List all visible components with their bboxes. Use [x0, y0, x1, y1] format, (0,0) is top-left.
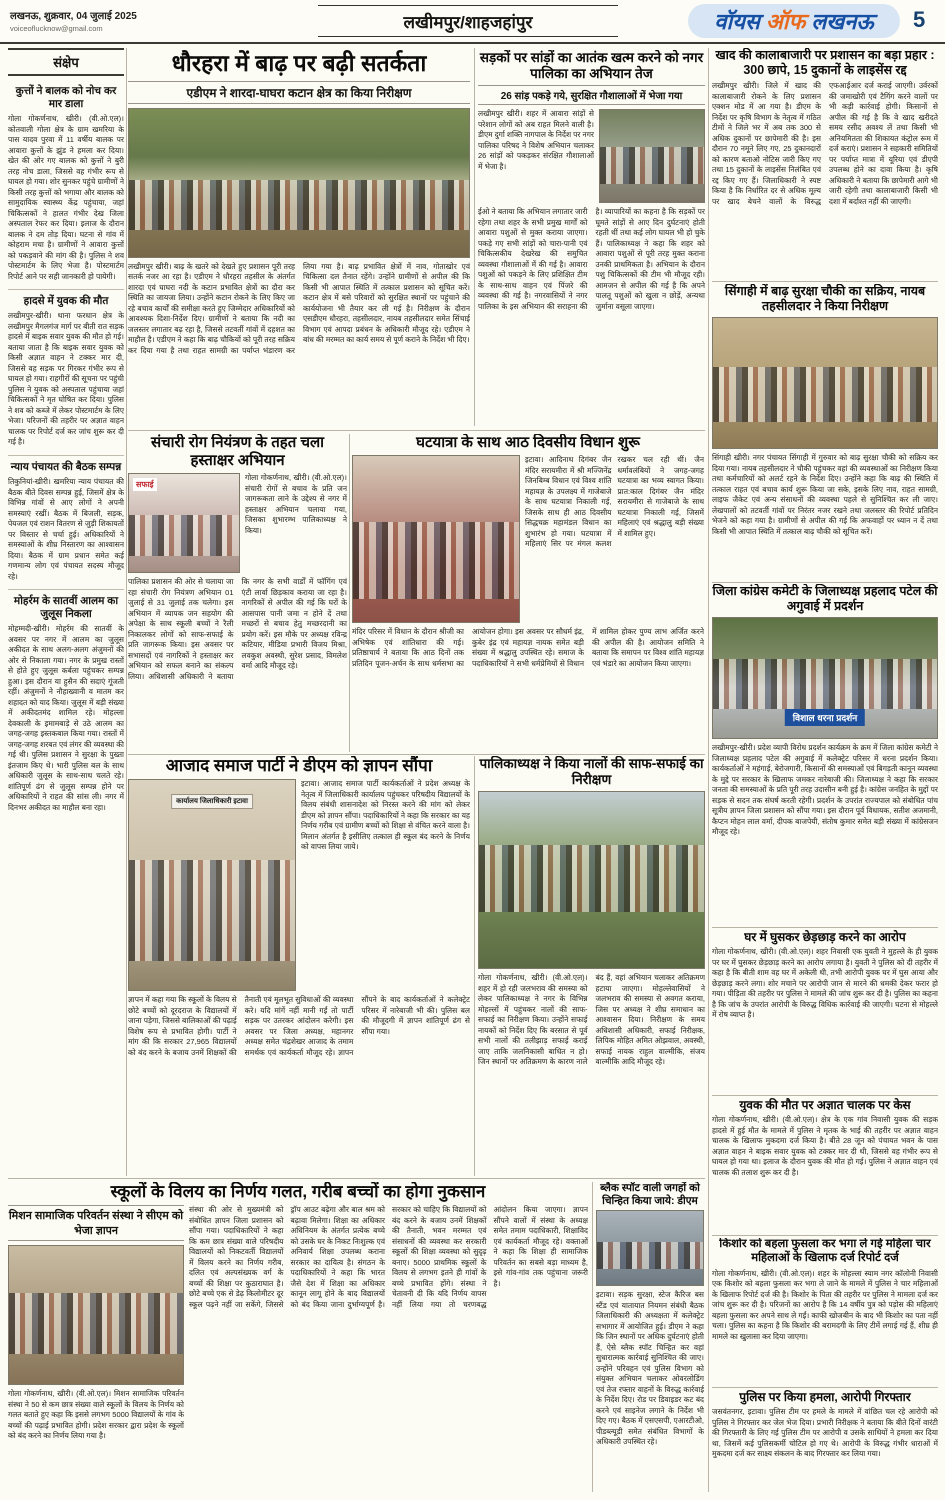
crowd-figures	[713, 659, 937, 709]
article-subhead: 26 सांड़ पकड़े गये, सुरक्षित गौशालाओं में भेजा गया	[478, 85, 705, 105]
brief-headline: हादसे में युवक की मौत	[23, 295, 109, 308]
article-youth-death-case	[712, 1098, 938, 1232]
article-body: जसवंतनगर, इटावा। पुलिस टीम पर हमले के मामले में वांछित चल रहे आरोपी को पुलिस ने गिरफ्तार कर जेल भेज दिया। प्रभारी निरीक्षक ने बताया कि बीते दिनों वारंटी की गिरफ्तारी के लिए गई पुलिस टीम पर आरोपी व उसके साथियों ने हमला कर दिया था, जिसमें कई पुलिसकर्मी चोटिल हो गए थे। आरोपी के विरुद्ध गंभीर धाराओं में मुकदमा दर्ज कर साक्ष्य संकलन के बाद गिरफ्तार कर लिया गया।	[712, 1407, 938, 1459]
brief-body: गोला गोकर्णनाथ, खीरी। (वी.ओ.एल)। कोतवाली गोला क्षेत्र के ग्राम खमरिया के पास यादव पुरवा में 11 वर्षीय बालक पर आवारा कुत्तों के झुंड ने हमला कर दिया। खेत की ओर गए बालक को कुत्तों ने बुरी तरह नोच डाला, जिससे वह गंभीर रूप से घायल हो गया। शोर सुनकर पहुंचे ग्रामीणों ने किसी तरह कुत्तों को भगाया और बालक को सामुदायिक स्वास्थ्य केंद्र पहुंचाया, जहां चिकित्सकों ने हालत गंभीर देख जिला अस्पताल रेफर कर दिया। इलाज के दौरान बालक ने दम तोड़ दिया। घटना से गांव में कोहराम मचा है। ग्रामीणों ने आवारा कुत्तों को पकड़वाने की मांग की है। पुलिस ने शव पोस्टमार्टम के लिए भेजा है। पोस्टमार्टम रिपोर्ट आने पर सही जानकारी हो पायेगी।	[8, 114, 124, 281]
article-congress-protest	[712, 584, 938, 924]
ghatyatra-procession-photo	[352, 455, 520, 623]
article-headline: पुलिस पर किया हमला, आरोपी गिरफ्तार	[739, 1390, 911, 1404]
article-headline: जिला कांग्रेस कमेटी के जिलाध्यक्ष प्रहलाद पटेल की अगुवाई में प्रदर्शन	[712, 584, 938, 613]
brief-body: मोहम्मदी-खीरी। मोहर्रम की सातवीं के अवसर पर नगर में आलम का जुलूस अकीदत के साथ अलग-अलग अंजुमनों की ओर से निकाला गया। नगर के प्रमुख रास्तों से होते हुए जुलूस कर्बला पहुंचकर सम्पन्न हुआ। इस दौरान या हुसैन की सदाएं गूंजती रहीं। अंजुमनों ने नौहाख्वानी व मातम कर शहादत को याद किया। जुलूस में बड़ी संख्या में अकीदतमंद शामिल रहे। मोहल्ला देवकाली के इमामबाड़े से उठे आलम का जगह-जगह इस्तकबाल किया गया। रास्तों में जगह-जगह शरबत एवं लंगर की व्यवस्था की गई थी। पुलिस प्रशासन ने सुरक्षा के पुख्ता इंतजाम किए थे। भारी पुलिस बल के साथ अधिकारी जुलूस के साथ-साथ चलते रहे। शांतिपूर्ण ढंग से जुलूस सम्पन्न होने पर अधिकारियों ने राहत की सांस ली। नगर में दिनभर अकीदत का माहौल बना रहा।	[8, 624, 124, 812]
article-body-lead: इटावा। आजाद समाज पार्टी कार्यकर्ताओं ने प्रदेश अध्यक्ष के नेतृत्व में जिलाधिकारी कार्यालय पहुंचकर परिषदीय विद्यालयों के विलय संबंधी शासनादेश को निरस्त करने की मांग को लेकर डीएम को ज्ञापन सौंपा। पदाधिकारियों ने कहा कि सरकार का यह निर्णय गरीब एवं ग्रामीण बच्चों को शिक्षा से वंचित करने वाला है। मिलान अंतर्गत है इसीलिए तत्काल ही स्कूल बंद करने के निर्णय को वापस लिया जाये।	[301, 779, 470, 852]
article-ghatyatra	[352, 434, 704, 752]
article-body: ईओ ने बताया कि अभियान लगातार जारी रहेगा तथा शहर के सभी प्रमुख मार्गों को आवारा पशुओं से मुक्त कराया जाएगा। पकड़े गए सभी सांड़ों को चारा-पानी एवं चिकित्सकीय देखरेख की समुचित व्यवस्था गौशालाओं में की गई है। आवारा पशुओं को पकड़ने के लिए प्रशिक्षित टीम के साथ-साथ वाहन एवं पिंजरे की व्यवस्था की गई है। नगरवासियों ने नगर पालिका के इस अभियान की सराहना की है। व्यापारियों का कहना है कि सड़कों पर घूमते सांड़ों से आए दिन दुर्घटनाएं होती रहती थीं तथा कई लोग घायल भी हो चुके हैं। पालिकाध्यक्ष ने कहा कि शहर को आवारा पशुओं से पूरी तरह मुक्त कराना उनकी प्राथमिकता है। अभियान के दौरान पशु चिकित्सकों की टीम भी मौजूद रही। आमजन से अपील की गई है कि अपने पालतू पशुओं को खुला न छोड़ें, अन्यथा जुर्माना वसूला जाएगा।	[478, 207, 705, 311]
brief-headline: कुत्तों ने बालक को नोच कर मार डाला	[15, 85, 117, 111]
photo-banner-text: सफाई	[133, 478, 157, 491]
article-body: इटावा। सड़क सुरक्षा, स्टेज कैरिज बस स्टैंड एवं यातायात नियमन संबंधी बैठक जिलाधिकारी की अध्यक्षता में कलेक्ट्रेट सभागार में आयोजित हुई। डीएम ने कहा कि जिन स्थानों पर अधिक दुर्घटनाएं होती हैं, ऐसे ब्लैक स्पॉट चिन्हित कर वहां सुधारात्मक कार्रवाई सुनिश्चित की जाए। उन्होंने परिवहन एवं पुलिस विभाग को संयुक्त अभियान चलाकर ओवरलोडिंग एवं तेज रफ्तार वाहनों के विरुद्ध कार्रवाई के निर्देश दिए। रोड पर डिवाइडर कट बंद करने एवं साइनेज लगाने के निर्देश भी दिए गए। बैठक में एसएसपी, एआरटीओ, पीडब्ल्यूडी समेत संबंधित विभागों के अधिकारी उपस्थित रहे।	[596, 1290, 704, 1447]
article-body: लखीमपुर-खीरी। प्रदेश व्यापी विरोध प्रदर्शन कार्यक्रम के क्रम में जिला कांग्रेस कमेटी ने जिलाध्यक्ष प्रहलाद पटेल की अगुवाई में कलेक्ट्रेट परिसर में धरना प्रदर्शन किया। कार्यकर्ताओं ने महंगाई, बेरोजगारी, किसानों की समस्याओं एवं बिगड़ती कानून व्यवस्था के मुद्दे पर सरकार के खिलाफ जमकर नारेबाजी की। जिलाध्यक्ष ने कहा कि सरकार जनता की समस्याओं के प्रति पूरी तरह उदासीन बनी हुई है। कांग्रेस जनहित के मुद्दों पर सड़क से सदन तक संघर्ष करती रहेगी। प्रदर्शन के उपरांत राज्यपाल को संबोधित पांच सूत्रीय ज्ञापन जिला प्रशासन को सौंपा गया। इस दौरान पूर्व विधायक, सतीश अजमानी, कैप्टन मोहन लाल वर्मा, दीपक बाजपेयी, संतोष कुमार समेत बड़ी संख्या में कांग्रेसजन मौजूद रहे।	[712, 743, 938, 836]
article-black-spot-meeting	[596, 1182, 704, 1492]
article-left-column	[8, 1205, 184, 1492]
article-azad-samaj-memo	[128, 756, 470, 1176]
signature-campaign-photo	[128, 473, 240, 573]
article-body-lead: गोला गोकर्णनाथ, खीरी। (वी.ओ.एल)। संचारी रोगों से बचाव के प्रति जन जागरूकता लाने के उद्देश्य से नगर में हस्ताक्षर अभियान चलाया गया, जिसका शुभारम्भ पालिकाध्यक्ष ने किया।	[245, 473, 347, 535]
brief-headline: मोहर्रम के सातवीं आलम का जुलूस निकला	[13, 595, 119, 621]
column-divider	[592, 1182, 593, 1492]
article-body: ज्ञापन में कहा गया कि स्कूलों के विलय से छोटे बच्चों को दूरदराज के विद्यालयों में जाना पड़ेगा, जिससे बालिकाओं की पढ़ाई विशेष रूप से प्रभावित होगी। पार्टी ने मांग की कि सरकार 27,965 विद्यालयों को बंद करने के बजाय उनमें शिक्षकों की तैनाती एवं मूलभूत सुविधाओं की व्यवस्था करे। यदि मांगें नहीं मानी गईं तो पार्टी सड़क पर उतरकर आंदोलन करेगी। इस अवसर पर जिला अध्यक्ष, महानगर अध्यक्ष समेत चंद्रशेखर आजाद के तमाम समर्थक एवं कार्यकर्ता मौजूद रहे। ज्ञापन सौंपने के बाद कार्यकर्ताओं ने कलेक्ट्रेट परिसर में नारेबाजी भी की। पुलिस बल की मौजूदगी में ज्ञापन शांतिपूर्ण ढंग से सौंपा गया।	[128, 995, 470, 1057]
memo-handover-photo	[128, 779, 296, 991]
article-fertilizer-raids	[712, 48, 938, 278]
crowd-figures	[129, 515, 239, 556]
masthead-title	[688, 4, 900, 38]
edition-title: लखीमपुर/शाहजहांपुर	[318, 5, 618, 37]
column-divider	[126, 48, 127, 1176]
brief-body: लखीमपुर-खीरी। थाना फरधान क्षेत्र के लखीमपुर मैगलगंज मार्ग पर बीती रात सड़क हादसे में बाइक सवार युवक की मौत हो गई। बताया जाता है कि बाइक सवार युवक को किसी अज्ञात वाहन ने टक्कर मार दी, जिससे वह सड़क पर गिरकर गंभीर रूप से घायल हो गया। राहगीरों की सूचना पर पहुंची पुलिस ने युवक को अस्पताल पहुंचाया जहां चिकित्सकों ने मृत घोषित कर दिया। पुलिस ने शव को कब्जे में लेकर पोस्टमार्टम के लिए भेजा। परिजनों की तहरीर पर अज्ञात वाहन चालक पर रिपोर्ट दर्ज कर जांच शुरू कर दी गई है।	[8, 311, 124, 447]
article-subhead: मिशन सामाजिक परिवर्तन संस्था ने सीएम को भेजा ज्ञापन	[8, 1205, 184, 1241]
article-subhead: एडीएम ने शारदा-घाघरा कटान क्षेत्र का किया निरीक्षण	[128, 81, 470, 104]
office-sign-text: कार्यालय जिलाधिकारी इटावा	[171, 794, 253, 809]
road-safety-meeting-photo	[596, 1210, 704, 1286]
article-school-merger	[8, 1182, 588, 1492]
dateline: लखनऊ, शुक्रवार, 04 जुलाई 2025	[10, 11, 137, 22]
bull-capture-photo	[599, 109, 705, 203]
brief-item	[8, 590, 124, 820]
flood-inspection-photo	[128, 108, 470, 258]
masthead-word: लखनऊ	[811, 9, 874, 34]
article-headline: खाद की कालाबाजारी पर प्रशासन का बड़ा प्रहार : 300 छापे, 15 दुकानों के लाइसेंस रद्द	[715, 48, 935, 77]
article-body: गोला गोकर्णनाथ, खीरी। (वी.ओ.एल)। क्षेत्र के एक गांव निवासी युवक की सड़क हादसे में हुई मौत के मामले में पुलिस ने मृतक के भाई की तहरीर पर अज्ञात वाहन चालक के खिलाफ मुकदमा दर्ज किया है। बीते 28 जून को पंचायत भवन के पास अज्ञात वाहन ने बाइक सवार युवक को टक्कर मार दी थी, जिससे वह गंभीर रूप से घायल हो गया था। इलाज के दौरान युवक की मौत हो गई। पुलिस ने अज्ञात वाहन एवं चालक की तलाश शुरू कर दी है।	[712, 1115, 938, 1177]
article-headline: स्कूलों के विलय का निर्णय गलत, गरीब बच्चों का होगा नुकसान	[110, 1182, 486, 1201]
crowd-figures	[600, 147, 704, 184]
section-divider	[712, 1095, 938, 1096]
section-divider	[712, 582, 938, 583]
article-headline: किशोर को बहला फुसला कर भगा ले गई महिला चार महिलाओं के खिलाफ दर्ज रिपोर्ट दर्ज	[719, 1238, 931, 1264]
section-divider	[712, 927, 938, 928]
article-headline: घर में घुसकर छेड़छाड़ करने का आरोप	[744, 930, 906, 944]
article-stray-bulls	[478, 50, 705, 428]
crowd-figures	[9, 1293, 183, 1354]
crowd-figures	[353, 522, 519, 598]
article-police-attack-arrest	[712, 1390, 938, 1492]
congress-protest-photo	[712, 617, 938, 739]
article-body-left: गोला गोकर्णनाथ, खीरी। (वी.ओ.एल)। मिशन सामाजिक परिवर्तन संस्था ने 50 से कम छात्र संख्या वाले स्कूलों के विलय के निर्णय को गलत बताते हुए कहा कि इससे लगभग 5000 विद्यालयों के गांव के बच्चों की पढ़ाई प्रभावित होगी। प्रदेश सरकार द्वारा प्रदेश के स्कूलों को बंद करने का निर्णय लिया गया है।	[8, 1389, 184, 1441]
article-headline: पालिकाध्यक्ष ने किया नालों की साफ-सफाई का निरीक्षण	[479, 756, 704, 788]
drain-inspection-photo	[478, 791, 705, 969]
article-body: गोला गोकर्णनाथ, खीरी। (वी.ओ.एल)। शहर निवासी एक युवती ने मुहल्ले के ही युवक पर घर में घुसकर छेड़छाड़ करने का आरोप लगाया है। युवती ने पुलिस को दी तहरीर में कहा है कि बीती शाम वह घर में अकेली थी, तभी आरोपी युवक घर में घुस आया और छेड़छाड़ करने लगा। शोर मचाने पर आरोपी जान से मारने की धमकी देकर फरार हो गया। पीड़िता की तहरीर पर पुलिस ने मामले की जांच शुरू कर दी है। पुलिस का कहना है कि जांच के उपरांत आरोपी के विरुद्ध विधिक कार्रवाई की जाएगी। घटना से मोहल्ले में रोष व्याप्त है।	[712, 947, 938, 1020]
section-divider	[128, 754, 705, 755]
article-headline: संचारी रोग नियंत्रण के तहत चला हस्ताक्षर अभियान	[150, 434, 325, 469]
crowd-figures	[129, 180, 469, 230]
article-headline: सड़कों पर सांड़ों का आतंक खत्म करने को नगर पालिका का अभियान तेज	[479, 50, 704, 82]
masthead-word: वॉयस	[714, 9, 760, 34]
crowd-figures	[597, 1242, 703, 1269]
article-body: मंदिर परिसर में विधान के दौरान श्रीजी का अभिषेक एवं शांतिधारा की गई। प्रतिष्ठाचार्य ने बताया कि आठ दिनों तक प्रतिदिन पूजन-अर्चन के साथ धर्मसभा का आयोजन होगा। इस अवसर पर सौधर्म इंद्र, कुबेर इंद्र एवं महायज्ञ नायक समेत बड़ी संख्या में श्रद्धालु उपस्थित रहे। समाज के पदाधिकारियों ने सभी धर्मप्रेमियों से विधान में शामिल होकर पुण्य लाभ अर्जित करने की अपील की है। आयोजन समिति ने बताया कि समापन पर विश्व शांति महायज्ञ एवं भंडारे का आयोजन किया जाएगा।	[352, 627, 704, 668]
memo-submission-photo	[8, 1245, 184, 1385]
section-divider	[712, 1235, 938, 1236]
article-teen-missing-case	[712, 1238, 938, 1384]
article-flood-alert	[128, 50, 470, 428]
article-singahi-flood-post	[712, 284, 938, 580]
article-drain-inspection	[478, 756, 705, 1176]
article-body-lead: लखीमपुर खीरी। शहर में आवारा सांड़ों से परेशान लोगों को अब राहत मिलने वाली है। डीएम दुर्गा शक्ति नागपाल के निर्देश पर नगर पालिका परिषद ने विशेष अभियान चलाकर 26 सांड़ों को पकड़कर संरक्षित गौशालाओं में भेजा है।	[478, 109, 594, 171]
article-headline: युवक की मौत पर अज्ञात चालक पर केस	[739, 1098, 911, 1112]
article-body: लखीमपुर खीरी। बाढ़ के खतरे को देखते हुए प्रशासन पूरी तरह सतर्क नजर आ रहा है। एडीएम ने धौरहरा तहसील के अंतर्गत शारदा एवं घाघरा नदी के कटान प्रभावित क्षेत्रों का दौरा कर स्थिति का जायजा लिया। उन्होंने कटान रोकने के लिए किए जा रहे बचाव कार्यों की समीक्षा करते हुए जिम्मेदार अधिकारियों को आवश्यक दिशा-निर्देश दिए। ग्रामीणों ने बताया कि नदी का जलस्तर लगातार बढ़ रहा है, जिससे तटवर्ती गांवों में दहशत का माहौल है। एडीएम ने कहा कि बाढ़ चौकियों को पूरी तरह सक्रिय कर दिया गया है तथा राहत सामग्री का पर्याप्त भंडारण कर लिया गया है। बाढ़ प्रभावित क्षेत्रों में नाव, गोताखोर एवं चिकित्सा दल तैनात रहेंगे। उन्होंने ग्रामीणों से अपील की कि किसी भी आपात स्थिति में तत्काल प्रशासन को सूचित करें। कटान क्षेत्र में बसे परिवारों को सुरक्षित स्थानों पर पहुंचाने की कार्ययोजना भी तैयार कर ली गई है। निरीक्षण के दौरान एसडीएम धौरहरा, तहसीलदार, नायब तहसीलदार समेत सिंचाई विभाग एवं आपदा प्रबंधन के अधिकारी मौजूद रहे। एडीएम ने बांध की मरम्मत का कार्य समय से पूर्ण कराने के निर्देश भी दिए।	[128, 261, 470, 355]
article-headline: ब्लैक स्पॉट वाली जगहों को चिन्हित किया जाये: डीएम	[600, 1182, 700, 1207]
brief-headline: न्याय पंचायत की बैठक सम्पन्न	[10, 460, 122, 473]
section-divider	[712, 1387, 938, 1388]
article-body: गोला गोकर्णनाथ, खीरी। (वी.ओ.एल)। शहर में हो रही जलभराव की समस्या को लेकर पालिकाध्यक्ष ने नगर के विभिन्न मोहल्लों में पहुंचकर नालों की साफ-सफाई का निरीक्षण किया। उन्होंने सफाई नायकों को निर्देश दिए कि बरसात से पूर्व सभी नालों की तलीझाड़ सफाई कराई जाए ताकि जलनिकासी बाधित न हो। जिन स्थानों पर अतिक्रमण के कारण नाले बंद हैं, वहां अभियान चलाकर अतिक्रमण हटाया जाएगा। मोहल्लेवासियों ने जलभराव की समस्या से अवगत कराया, जिस पर अध्यक्ष ने शीघ्र समाधान का आश्वासन दिया। निरीक्षण के समय अधिशासी अधिकारी, सफाई निरीक्षक, लिपिक मोहित अमित ओझवाल, अवस्थी, सफाई नायक राहुल वाल्मीकि, संजय वाल्मीकि आदि मौजूद रहे।	[478, 973, 705, 1067]
photo-banner-text: विशाल धरना प्रदर्शन	[785, 709, 865, 726]
crowd-figures	[479, 845, 704, 912]
publisher-email: voiceoflucknow@gmail.com	[10, 24, 103, 33]
masthead-bar	[0, 0, 945, 44]
section-divider	[8, 1178, 705, 1179]
crowd-figures	[713, 367, 937, 422]
brief-item	[8, 80, 124, 290]
article-headline: सिंगाही में बाढ़ सुरक्षा चौकी का सक्रिय, नायब तहसीलदार ने किया निरीक्षण	[724, 284, 926, 313]
brief-item	[8, 290, 124, 456]
article-headline: घटयात्रा के साथ आठ दिवसीय विधान शुरू	[416, 434, 640, 451]
article-headline: आजाद समाज पार्टी ने डीएम को ज्ञापन सौंपा	[165, 756, 433, 775]
masthead-word: ऑफ	[765, 9, 806, 34]
crowd-figures	[129, 860, 295, 961]
column-divider	[708, 48, 709, 1492]
briefs-column	[8, 48, 124, 1176]
article-signature-campaign	[128, 434, 347, 752]
flood-post-inspection-photo	[712, 317, 938, 449]
article-body: लखीमपुर खीरी। जिले में खाद की कालाबाजारी रोकने के लिए प्रशासन एक्शन मोड में आ गया है। डीएम के निर्देश पर कृषि विभाग के नेतृत्व में गठित टीमों ने जिले भर में अब तक 300 से अधिक दुकानों पर छापेमारी की है। इस दौरान 70 नमूने लिए गए, 25 दुकानदारों को कारण बताओ नोटिस जारी किए गए तथा 15 दुकानों के लाइसेंस निलंबित एवं रद्द किए गए हैं। जिलाधिकारी ने स्पष्ट किया है कि निर्धारित दर से अधिक मूल्य पर खाद बेचने वालों के विरुद्ध एफआईआर दर्ज कराई जाएगी। उर्वरकों की जमाखोरी एवं टैगिंग करने वालों पर भी कड़ी कार्रवाई होगी। किसानों से अपील की गई है कि वे खाद खरीदते समय रसीद अवश्य लें तथा किसी भी अनियमितता की शिकायत कंट्रोल रूम में दर्ज कराएं। प्रशासन ने सहकारी समितियों पर पर्याप्त मात्रा में यूरिया एवं डीएपी उपलब्ध होने का दावा किया है। कृषि अधिकारी ने बताया कि छापेमारी आगे भी जारी रहेगी तथा कालाबाजारी किसी भी दशा में बर्दाश्त नहीं की जाएगी।	[712, 81, 938, 206]
column-divider	[474, 756, 475, 1176]
article-harassment-complaint	[712, 930, 938, 1092]
page-number: 5	[913, 7, 926, 32]
brief-item	[8, 456, 124, 590]
article-body-lead: इटावा। आदिनाथ दिगंबर जैन मंदिर सरायमीरा में श्री मज्जिनेंद्र जिनबिम्ब विधान एवं विश्व शांति महायज्ञ के उपलक्ष्य में गाजेबाजे के साथ घटयात्रा निकाली गई, जिसके साथ ही आठ दिवसीय सिद्धचक्र महामंडल विधान का शुभारंभ हो गया। घटयात्रा में महिलाएं सिर पर मंगल कलश रखकर चल रही थीं। जैन धर्मावलंबियों ने जगह-जगह घटयात्रा का भव्य स्वागत किया। प्रात:काल दिगंबर जैन मंदिर सरायमीरा से गाजेबाजे के साथ घटयात्रा निकाली गई, जिसमें महिलाएं एवं श्रद्धालु बड़ी संख्या में शामिल हुए।	[525, 455, 704, 548]
article-body: गोला गोकर्णनाथ, खीरी। (वी.ओ.एल)। शहर के मोहल्ला स्याम नगर कॉलोनी निवासी एक किशोर को बहला फुसला कर भगा ले जाने के मामले में पुलिस ने चार महिलाओं के खिलाफ रिपोर्ट दर्ज की है। किशोर के पिता की तहरीर पर पुलिस ने मामला दर्ज कर जांच शुरू कर दी है। परिजनों का आरोप है कि 14 वर्षीय पुत्र को पड़ोस की महिलाएं बहला फुसला कर अपने साथ ले गईं। काफी खोजबीन के बाद भी किशोर का पता नहीं चला। पुलिस का कहना है कि किशोर की बरामदगी के लिए टीमें लगाई गई हैं, शीघ्र ही मामले का खुलासा कर दिया जाएगा।	[712, 1268, 938, 1341]
article-body: सिंगाही खीरी। नगर पंचायत सिंगाही में गुरुवार को बाढ़ सुरक्षा चौकी को सक्रिय कर दिया गया। नायब तहसीलदार ने चौकी पहुंचकर वहां की व्यवस्थाओं का निरीक्षण किया तथा कर्मचारियों को अलर्ट रहने के निर्देश दिए। उन्होंने कहा कि बाढ़ की स्थिति में तत्काल राहत एवं बचाव कार्य शुरू किया जा सके, इसके लिए नाव, राहत सामग्री, लाइफ जैकेट एवं अन्य संसाधनों की व्यवस्था पहले से सुनिश्चित कर ली जाए। लेखपालों को तटवर्ती गांवों पर निरंतर नजर रखने तथा जलस्तर की रिपोर्ट प्रतिदिन भेजने को कहा गया है। ग्रामीणों से अपील की गई कि अफवाहों पर ध्यान न दें तथा किसी भी आपात स्थिति में तत्काल बाढ़ चौकी को सूचित करें।	[712, 453, 938, 536]
section-divider	[712, 281, 938, 282]
column-divider	[349, 434, 350, 752]
article-body: पालिका प्रशासन की ओर से चलाया जा रहा संचारी रोग नियंत्रण अभियान 01 जुलाई से 31 जुलाई तक चलेगा। इस अभियान में व्यापक जन सहयोग की अपेक्षा के साथ स्कूली बच्चों ने रैली निकालकर लोगों को साफ-सफाई के प्रति जागरूक किया। इस अवसर पर सभासदों एवं नागरिकों ने हस्ताक्षर कर अभियान को सफल बनाने का संकल्प लिया। अधिशासी अधिकारी ने बताया कि नगर के सभी वार्डों में फॉगिंग एवं एंटी लार्वा छिड़काव कराया जा रहा है। नागरिकों से अपील की गई कि घरों के आसपास पानी जमा न होने दें तथा मच्छरों से बचाव हेतु मच्छरदानी का प्रयोग करें। इस मौके पर अध्यक्ष रविन्द्र कटियार, मीडिया प्रभारी विजय मिश्रा, लवकुश अवस्थी, सुरेश प्रसाद, विमलेश वर्मा आदि मौजूद रहे।	[128, 577, 347, 681]
section-divider	[128, 430, 705, 431]
briefs-section-title: संक्षेप	[8, 48, 124, 76]
article-headline: धौरहरा में बाढ़ पर बढ़ी सतर्कता	[171, 50, 427, 76]
column-divider	[474, 48, 475, 426]
brief-body: तिकुनियां-खीरी। खमरिया न्याय पंचायत की बैठक बीते दिवस सम्पन्न हुई, जिसमें क्षेत्र के विभिन्न गांवों से आए लोगों ने अपनी समस्याएं रखीं। बैठक में बिजली, सड़क, पेयजल एवं राशन वितरण से जुड़ी शिकायतों पर विस्तार से चर्चा हुई। अधिकारियों ने समस्याओं के शीघ्र निस्तारण का आश्वासन दिया। बैठक में ग्राम प्रधान समेत कई गणमान्य लोग एवं पंचायत सदस्य मौजूद रहे।	[8, 477, 124, 581]
article-body: संस्था की ओर से मुख्यमंत्री को संबोधित ज्ञापन जिला प्रशासन को सौंपा गया। पदाधिकारियों ने कहा कि कम छात्र संख्या वाले परिषदीय विद्यालयों को निकटवर्ती विद्यालयों में विलय करने का निर्णय गरीब, दलित एवं अल्पसंख्यक वर्ग के बच्चों की शिक्षा पर कुठाराघात है। छोटे बच्चे एक से डेढ़ किलोमीटर दूर स्कूल पढ़ने नहीं जा सकेंगे, जिससे ड्रॉप आउट बढ़ेगा और बाल श्रम को बढ़ावा मिलेगा। शिक्षा का अधिकार अधिनियम के अंतर्गत प्रत्येक बच्चे को उसके घर के निकट निःशुल्क एवं अनिवार्य शिक्षा उपलब्ध कराना सरकार का दायित्व है। संगठन के पदाधिकारियों ने कहा कि भारत जैसे देश में शिक्षा का अधिकार कानून लागू होने के बाद विद्यालयों को बंद किया जाना दुर्भाग्यपूर्ण है। सरकार को चाहिए कि विद्यालयों को बंद करने के बजाय उनमें शिक्षकों की तैनाती, भवन मरम्मत एवं संसाधनों की व्यवस्था कर सरकारी स्कूलों की शिक्षा व्यवस्था को सुदृढ़ बनाए। 5000 प्राथमिक स्कूलों के विलय से लगभग इतने ही गांवों के बच्चे प्रभावित होंगे। संस्था ने चेतावनी दी कि यदि निर्णय वापस नहीं लिया गया तो चरणबद्ध आंदोलन किया जाएगा। ज्ञापन सौंपने वालों में संस्था के अध्यक्ष समेत तमाम पदाधिकारी, शिक्षाविद एवं कार्यकर्ता मौजूद रहे। वक्ताओं ने कहा कि शिक्षा ही सामाजिक परिवर्तन का सबसे बड़ा माध्यम है, इसे गांव-गांव तक पहुंचाना जरूरी है।	[189, 1205, 588, 1309]
